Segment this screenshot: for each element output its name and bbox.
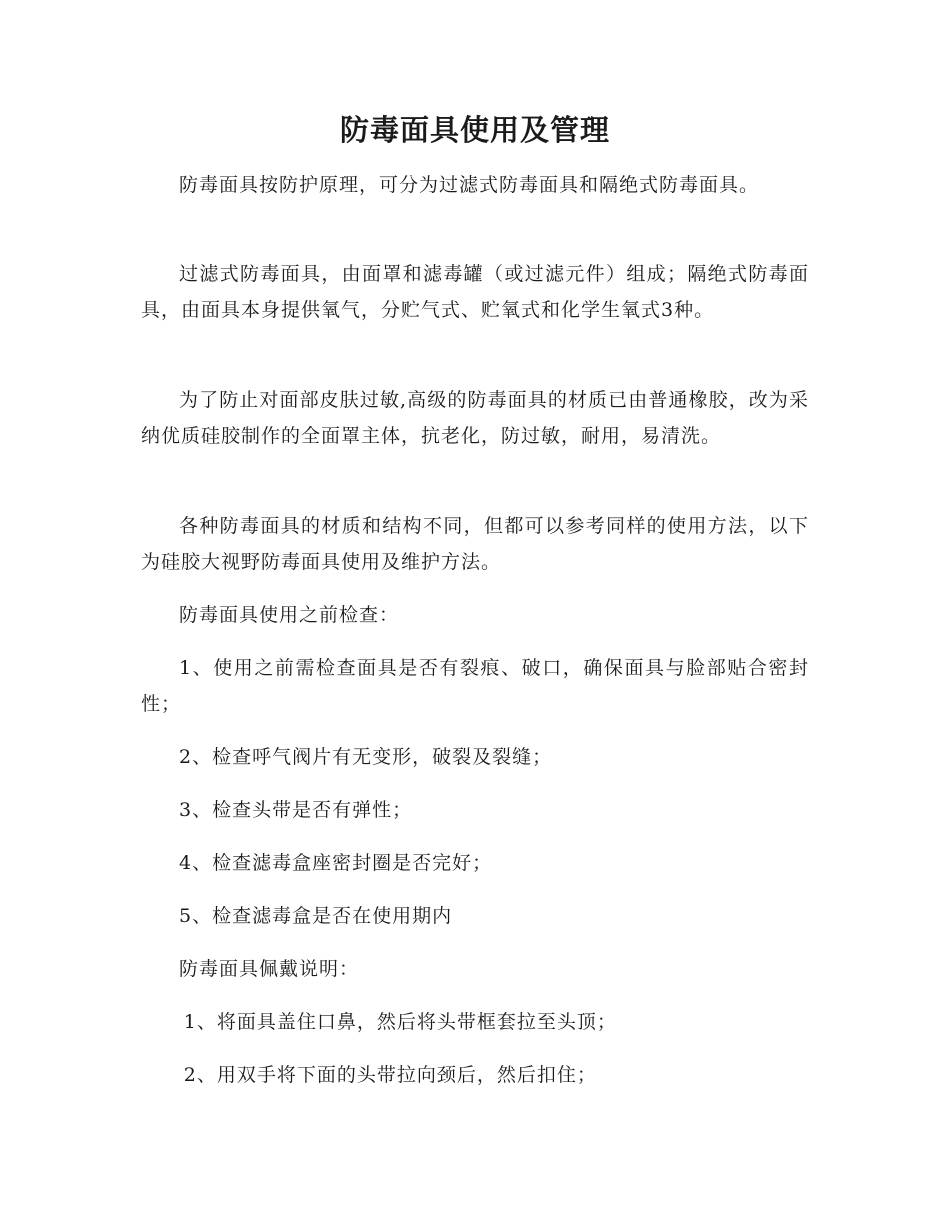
check-item-4: 4、检查滤毒盒座密封圈是否完好； [179, 852, 493, 874]
document-title: 防毒面具使用及管理 [339, 113, 610, 147]
check-item-5: 5、检查滤毒盒是否在使用期内 [179, 905, 453, 927]
paragraph-intro: 防毒面具按防护原理，可分为过滤式防毒面具和隔绝式防毒面具。 [179, 174, 760, 196]
paragraph-types: 过滤式防毒面具，由面罩和滤毒罐（或过滤元件）组成；隔绝式防毒面具，由面具本身提供氧气，分贮气式、贮氧式和化学生氧式3种。 [141, 263, 809, 321]
check-item-3: 3、检查头带是否有弹性； [179, 799, 413, 821]
paragraph-usage-method: 各种防毒面具的材质和结构不同，但都可以参考同样的使用方法，以下为硅胶大视野防毒面具使用及维护方法。 [141, 515, 809, 573]
paragraph-material: 为了防止对面部皮肤过敏,高级的防毒面具的材质已由普通橡胶，改为采纳优质硅胶制作的全面罩主体，抗老化，防过敏，耐用，易清洗。 [141, 389, 809, 447]
check-item-1: 1、使用之前需检查面具是否有裂痕、破口，确保面具与脸部贴合密封性； [141, 657, 809, 715]
wearing-step-2: 2、用双手将下面的头带拉向颈后，然后扣住； [183, 1064, 597, 1086]
wearing-step-1: 1、将面具盖住口鼻，然后将头带框套拉至头顶； [183, 1011, 617, 1033]
section-heading-check: 防毒面具使用之前检查： [179, 604, 400, 626]
section-heading-wearing: 防毒面具佩戴说明： [179, 958, 360, 980]
check-item-2: 2、检查呼气阀片有无变形，破裂及裂缝； [179, 746, 553, 768]
